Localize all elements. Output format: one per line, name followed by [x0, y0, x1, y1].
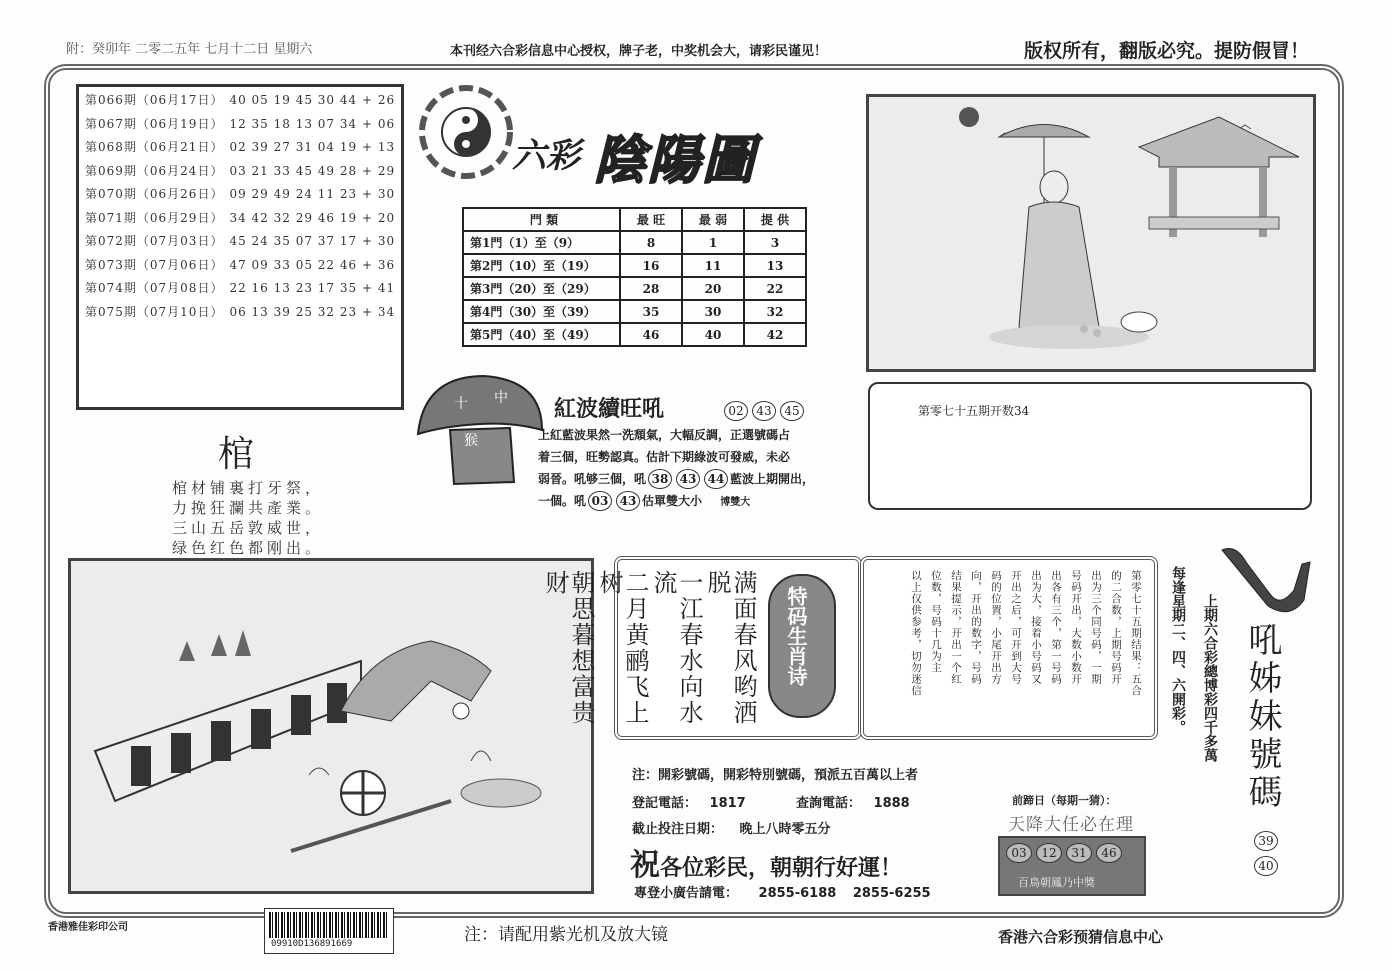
sisters-ball: 39 [1254, 831, 1278, 851]
draw-days: 每逢星期二、四、六開彩。 [1170, 566, 1186, 734]
lucky-label: 前蹄日（每期一猜）： [1012, 794, 1117, 807]
result-row [85, 207, 401, 231]
footer-center: 香港六合彩预猜信息中心 [998, 928, 1164, 946]
red-wave-ball: 43 [752, 401, 776, 421]
special-code-badge-text: 特码生肖诗 [784, 586, 808, 686]
result-date: （07月08日） [136, 281, 224, 295]
riddle-line: 力挽狂瀾共產業。 [172, 499, 325, 517]
red-wave-line3b: 藍波上期開出， [730, 472, 815, 486]
result-issue: 第068期 [85, 140, 137, 154]
red-wave-title: 紅波續旺吼 [554, 397, 665, 422]
result-row [85, 136, 401, 160]
mushroom-label: 猴 [464, 433, 478, 449]
red-wave-line4a: 一個。吼 [538, 494, 587, 508]
last-prize: 上期六合彩總博彩四千多萬 [1202, 594, 1218, 762]
analysis-line: 出各有三个，第一号码 [1050, 570, 1062, 685]
reg-phone-number: 1817 [709, 796, 746, 811]
deadline [632, 818, 831, 837]
lucky-caption: 百鳥朝鳳乃中獎 [1018, 876, 1095, 889]
riddle-poem [172, 478, 324, 558]
poem-column: 一江春水向水流 [649, 570, 703, 726]
result-numbers: 45 24 35 07 37 17 + 30 [229, 234, 396, 248]
lucky-ball: 46 [1096, 843, 1122, 863]
special-poem-box [541, 556, 862, 740]
result-numbers: 02 39 27 31 04 19 + 13 [229, 140, 396, 154]
deadline-value: 晚上八時零五分 [739, 822, 831, 837]
result-row [85, 89, 401, 113]
gates-cell: 35 [620, 300, 682, 323]
gates-cell: 30 [682, 300, 744, 323]
gates-cell: 3 [744, 231, 806, 254]
poem-column: 朝思暮想富贵财 [541, 570, 595, 726]
red-wave-line3a: 弱晉。吼够三個，吼 [538, 472, 647, 486]
header-copyright: 版权所有，翻版必究。提防假冒！ [1024, 40, 1310, 62]
ad-phones [634, 882, 931, 901]
lucky-phrase: 天降大任必在理 [1008, 815, 1134, 835]
greeting [630, 840, 902, 884]
results-history-box [76, 84, 404, 410]
analysis-line: 出为三个同号码，一期 [1090, 570, 1102, 685]
poem-column: 满面春风哟洒脱 [703, 570, 757, 726]
lucky-ball: 31 [1066, 843, 1092, 863]
result-numbers: 22 16 13 23 17 35 + 41 [229, 281, 396, 295]
gates-cell: 13 [744, 254, 806, 277]
deadline-label: 截止投注日期： [632, 822, 724, 837]
bagua-logo [418, 84, 514, 184]
gates-cell: 22 [744, 277, 806, 300]
inline-ball: 44 [704, 469, 728, 489]
red-wave-ball: 02 [724, 401, 748, 421]
ad-phone-1: 2855-6188 [758, 886, 837, 901]
gates-cell: 第3門（20）至（29） [463, 277, 620, 300]
red-wave-line4 [538, 490, 858, 514]
result-numbers: 03 21 33 45 49 28 + 29 [229, 163, 396, 178]
red-wave-line4-balls [586, 494, 642, 508]
result-issue: 第069期 [85, 163, 137, 178]
analysis-line: 开出之后，可开到大号 [1010, 570, 1022, 685]
result-row [85, 183, 401, 207]
result-row [85, 230, 401, 254]
gates-cell: 第4門（30）至（39） [463, 300, 620, 323]
inline-ball: 38 [648, 469, 672, 489]
analysis-line: 出为大，接着小号码又 [1030, 570, 1042, 685]
gates-cell: 第2門（10）至（19） [463, 254, 620, 277]
analysis-line: 的二合数，上期号码开 [1110, 570, 1122, 685]
result-row [85, 301, 401, 325]
lucky-balls [1004, 842, 1124, 863]
svg-text:十: 十 [454, 396, 468, 412]
result-issue: 第075期 [85, 304, 137, 319]
lucky-ball: 03 [1006, 843, 1032, 863]
cat-illustration [68, 558, 594, 894]
greeting-text: 各位彩民，朝朝行好運！ [660, 856, 903, 881]
gates-cell: 28 [620, 277, 682, 300]
gates-cell: 第1門（1）至（9） [463, 231, 620, 254]
result-issue: 第073期 [85, 257, 137, 272]
analysis-line: 以上仅供参考，切勿迷信 [910, 570, 922, 697]
result-numbers: 12 35 18 13 07 34 + 06 [229, 116, 396, 131]
result-date: （07月03日） [136, 234, 224, 248]
reg-phone [632, 792, 746, 811]
red-wave-line4c: 博雙大 [720, 497, 751, 508]
inline-ball: 03 [588, 491, 612, 511]
result-date: （07月10日） [136, 304, 224, 319]
poem-column: 二月黄鹂飞上树 [595, 570, 649, 726]
red-wave-text [538, 424, 858, 514]
gates-header-row [463, 208, 806, 231]
result-date: （07月06日） [136, 257, 224, 272]
analysis-line: 码的位置，小尾开出方 [990, 570, 1002, 685]
red-wave-line4b: 估單雙大小 [642, 494, 703, 508]
analysis-line: 第零七十五期结果：五合 [1130, 570, 1142, 697]
lucky-box [998, 836, 1146, 896]
analysis-line: 号码开出，大数小数开 [1070, 570, 1082, 685]
svg-text:中: 中 [494, 390, 508, 406]
gates-cell: 8 [620, 231, 682, 254]
gates-cell: 20 [682, 277, 744, 300]
riddle-line: 棺材铺裏打牙祭， [172, 479, 325, 497]
info-note: 注：開彩號碼，開彩特別號碼，預派五百萬以上者 [632, 768, 919, 783]
result-issue: 第074期 [85, 281, 137, 295]
red-wave-balls [722, 400, 806, 421]
ad-label: 專登小廣告請電： [634, 886, 739, 901]
riddle-title: 棺 [218, 434, 255, 475]
result-row [85, 113, 401, 137]
query-phone [796, 792, 910, 811]
special-code-badge [768, 574, 836, 718]
riddle-line: 三山五岳敦威世， [172, 519, 325, 537]
gates-cell: 32 [744, 300, 806, 323]
result-date: （06月24日） [136, 163, 224, 178]
printer-name: 香港雅佳彩印公司 [48, 922, 128, 933]
gates-cell: 11 [682, 254, 744, 277]
result-issue: 第067期 [85, 116, 137, 131]
result-date: （06月26日） [136, 187, 224, 201]
poem-columns [542, 570, 756, 730]
footer-note: 注：请配用紫光机及放大镜 [464, 925, 668, 945]
mushroom-graphic [414, 372, 544, 494]
barcode-bars [269, 912, 389, 938]
gates-cell: 第5門（40）至（49） [463, 323, 620, 346]
barcode [264, 908, 394, 954]
result-date: （06月21日） [136, 140, 224, 154]
analysis-line: 位数，号码十几为主 [930, 570, 942, 674]
result-row [85, 277, 401, 301]
gates-row [463, 300, 806, 323]
red-wave-line1: 上紅藍波果然一洗頹氣，大幅反調，正選號碼占 [538, 428, 791, 442]
sisters-title: 吼姊妹號碼 [1242, 622, 1282, 812]
gates-header-cell: 最 弱 [682, 208, 744, 231]
title-prefix: 六彩 [512, 136, 580, 176]
result-row [85, 160, 401, 184]
red-wave-ball: 45 [780, 401, 804, 421]
header-notice: 本刊经六合彩信息中心授权，牌子老，中奖机会大，请彩民谨见！ [450, 44, 828, 59]
note-box [868, 382, 1312, 510]
result-numbers: 06 13 39 25 32 23 + 34 [229, 304, 396, 319]
result-issue: 第072期 [85, 234, 137, 248]
result-issue: 第071期 [85, 210, 137, 225]
analysis-text [906, 570, 1146, 726]
result-date: （06月19日） [136, 116, 224, 131]
gates-cell: 1 [682, 231, 744, 254]
saxophone-icon [1216, 544, 1312, 622]
sisters-balls [1252, 830, 1282, 880]
result-numbers: 40 05 19 45 30 44 + 26 [229, 93, 396, 107]
reg-phone-label: 登記電話： [632, 796, 698, 811]
ad-phone-2: 2855-6255 [852, 886, 931, 901]
result-issue: 第070期 [85, 187, 137, 201]
result-date: （06月17日） [136, 93, 224, 107]
red-wave-line3 [538, 468, 858, 490]
red-wave-line2: 着三個，旺勢認真。估計下期綠波可發威，未必 [538, 450, 791, 464]
result-date: （06月29日） [136, 210, 224, 225]
sisters-ball: 40 [1254, 856, 1278, 876]
query-phone-label: 查詢電話： [796, 796, 862, 811]
lucky-ball: 12 [1036, 843, 1062, 863]
gates-cell: 16 [620, 254, 682, 277]
gates-table [462, 207, 807, 347]
riddle-line: 绿色红色都刚出。 [172, 539, 325, 557]
header-date: 附：癸卯年 二零二五年 七月十二日 星期六 [66, 42, 313, 57]
gates-row [463, 323, 806, 346]
pavilion-illustration [866, 94, 1316, 372]
gates-header-cell: 最 旺 [620, 208, 682, 231]
analysis-line: 结果提示，开出一个红 [950, 570, 962, 685]
gates-row [463, 231, 806, 254]
red-wave-line3-balls [646, 472, 730, 486]
results-list [85, 89, 401, 324]
gates-cell: 40 [682, 323, 744, 346]
result-numbers: 47 09 33 05 22 46 + 36 [229, 257, 396, 272]
barcode-number: 09910D136891669 [271, 939, 353, 949]
gates-row [463, 277, 806, 300]
gates-cell: 46 [620, 323, 682, 346]
gates-table-wrap [462, 207, 807, 347]
greeting-big: 祝 [630, 848, 660, 883]
note-box-text: 第零七十五期开数34 [918, 404, 1030, 418]
analysis-box [860, 556, 1158, 740]
gates-header-cell: 門 類 [463, 208, 620, 231]
result-numbers: 09 29 49 24 11 23 + 30 [229, 187, 396, 201]
page-title: 陰陽圖 [594, 130, 757, 191]
inline-ball: 43 [616, 491, 640, 511]
gates-row [463, 254, 806, 277]
result-issue: 第066期 [85, 93, 137, 107]
gates-header-cell: 提 供 [744, 208, 806, 231]
result-row [85, 254, 401, 278]
inline-ball: 43 [676, 469, 700, 489]
query-phone-number: 1888 [873, 796, 910, 811]
gates-cell: 42 [744, 323, 806, 346]
analysis-line: 向，开出的数字，号码 [970, 570, 982, 685]
result-numbers: 34 42 32 29 46 19 + 20 [229, 210, 396, 225]
